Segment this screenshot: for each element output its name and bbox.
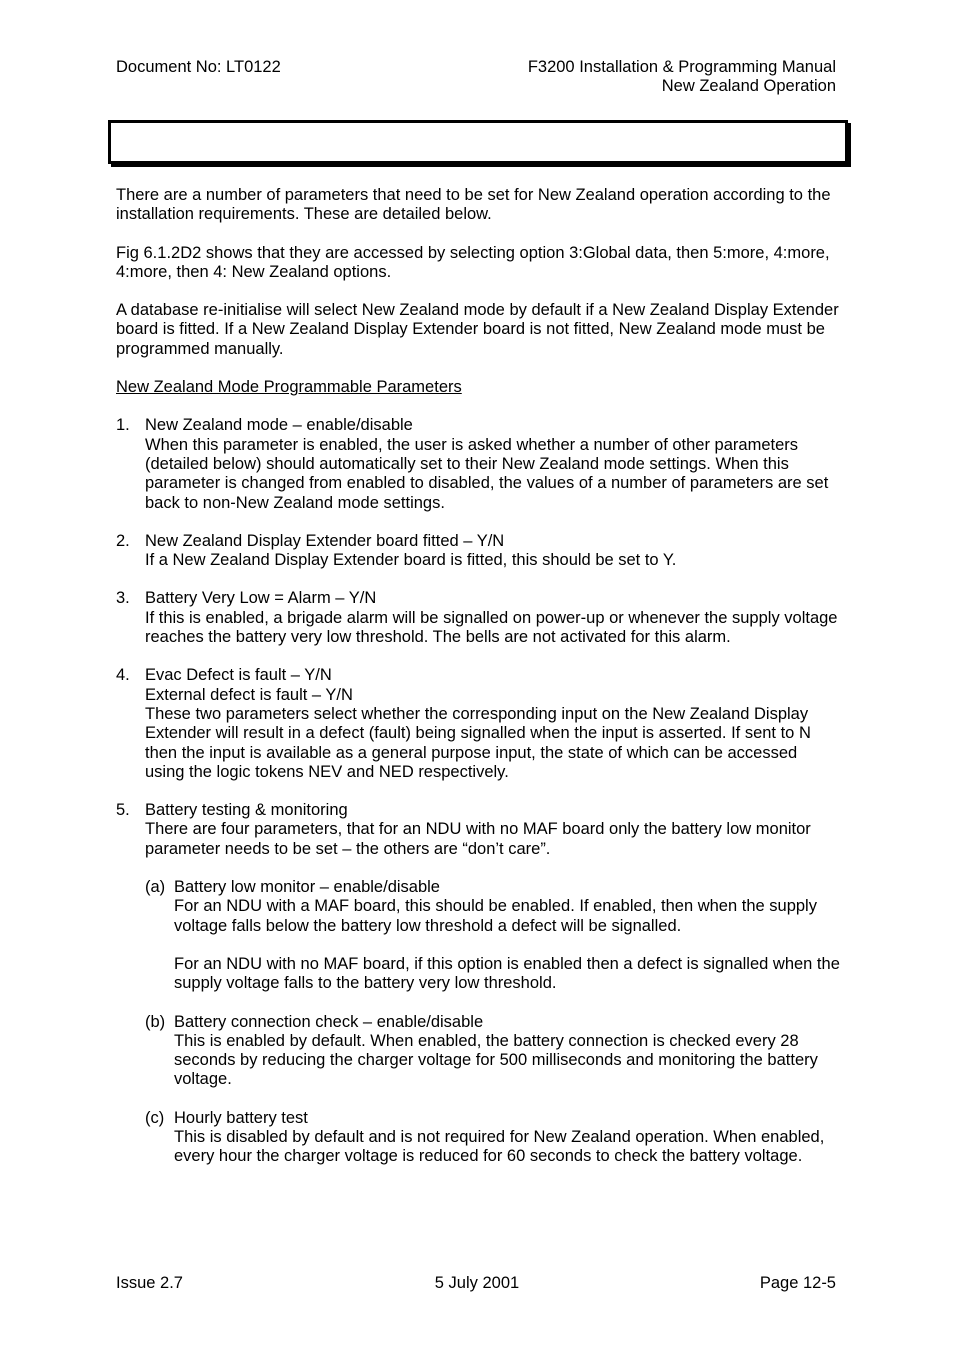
sub-item-c: [145, 1109, 840, 1167]
sub-item-b: [145, 1013, 840, 1090]
list-item-4: [116, 666, 840, 782]
intro-paragraph-3: A database re-initialise will select New Zealand mode by default if a New Zealand Display Extender board is fitted. If a New Zealand Display Extender board is not fitted, New Zealand mode must be programmed manually.: [116, 301, 839, 358]
item-description: If this is enabled, a brigade alarm will be signalled on power-up or whenever the supply voltage reaches the battery very low threshold. The bells are not activated for this alarm.: [145, 608, 838, 647]
item-description: There are four parameters, that for an NDU with no MAF board only the battery low monitor parameter needs to be set – the others are “don’t care”.: [145, 820, 811, 858]
header-right: [528, 58, 836, 97]
sub-item-a: [145, 878, 840, 993]
item-title: Battery testing & monitoring: [145, 801, 348, 820]
item-number: 2.: [116, 531, 130, 550]
list-item-2: [116, 532, 840, 571]
sub-item-description: This is disabled by default and is not required for New Zealand operation. When enabled, every hour the charger voltage is reduced for 60 seconds to check the battery voltage.: [174, 1127, 825, 1166]
sub-item-label: (c): [145, 1108, 165, 1127]
section-title-box: [108, 120, 848, 164]
intro-paragraph-1: There are a number of parameters that need to be set for New Zealand operation according to the installation requirements. These are detailed below.: [116, 186, 831, 224]
intro-paragraph-2: Fig 6.1.2D2 shows that they are accessed by selecting option 3:Global data, then 5:more, 4:more, 4:more, then 4: New Zealand options.: [116, 243, 830, 281]
item-description: These two parameters select whether the corresponding input on the New Zealand Display Extender will result in a defect (fault) being signalled when the input is asserted. If sent to N then the input is available as a general purpose input, the state of which can be accessed using the logic tokens NEV and NED respectively.: [145, 704, 811, 781]
item-number: 4.: [116, 666, 130, 685]
list-item-3: [116, 589, 840, 647]
item-title: New Zealand mode – enable/disable: [145, 416, 413, 435]
sub-item-description-2: For an NDU with no MAF board, if this option is enabled then a defect is signalled when the supply voltage falls to the battery very low threshold.: [174, 954, 840, 993]
item-description: When this parameter is enabled, the user is asked whether a number of other parameters (detailed below) should automatically set to their New Zealand mode settings. When this parameter is changed from enabled to disabled, the values of a number of parameters are set back to non-New Zealand mode settings.: [145, 435, 829, 512]
issue-date: 5 July 2001: [434, 1274, 520, 1292]
document-body: [116, 186, 840, 1186]
sub-item-title: Hourly battery test: [174, 1108, 308, 1127]
sub-item-title: Battery connection check – enable/disable: [174, 1012, 484, 1031]
sub-item-description: For an NDU with a MAF board, this should be enabled. If enabled, then when the supply voltage falls below the battery low threshold a defect will be signalled.: [174, 897, 817, 935]
item-title: Evac Defect is fault – Y/N: [145, 666, 332, 685]
document-number: Document No: LT0122: [116, 58, 281, 76]
item-number: 1.: [116, 416, 130, 435]
issue-number: Issue 2.7: [116, 1274, 183, 1292]
page-number: Page 12-5: [759, 1274, 836, 1292]
item-number: 5.: [116, 801, 130, 820]
section-heading: New Zealand Mode Programmable Parameters: [116, 378, 462, 397]
section-name: New Zealand Operation: [661, 77, 836, 96]
list-item-1: [116, 416, 840, 512]
item-title-secondary: External defect is fault – Y/N: [145, 685, 353, 704]
sub-item-description: This is enabled by default. When enabled, the battery connection is checked every 28 seconds by reducing the charger voltage for 500 milliseconds and monitoring the battery voltage.: [174, 1031, 818, 1089]
item-title: New Zealand Display Extender board fitted – Y/N: [145, 531, 505, 550]
item-description: If a New Zealand Display Extender board is fitted, this should be set to Y.: [145, 551, 677, 570]
sub-item-title: Battery low monitor – enable/disable: [174, 878, 440, 897]
item-number: 3.: [116, 589, 130, 608]
manual-title: F3200 Installation & Programming Manual: [527, 58, 836, 76]
list-item-5: [116, 801, 840, 1166]
sub-item-label: (b): [145, 1012, 166, 1031]
item-title: Battery Very Low = Alarm – Y/N: [145, 589, 377, 608]
sub-item-label: (a): [145, 878, 166, 897]
